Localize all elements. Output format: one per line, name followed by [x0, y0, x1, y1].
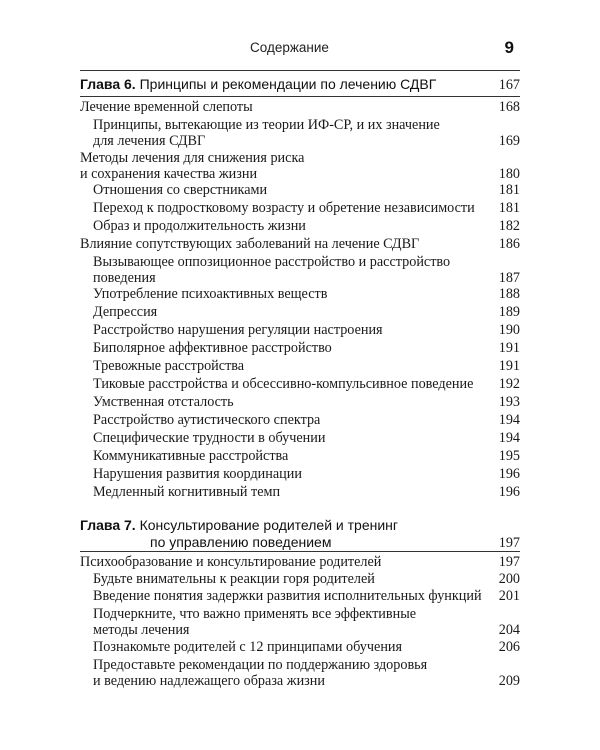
chapter-7-title: Консультирование родителей и тренинг — [139, 517, 399, 533]
toc-entry[interactable]: Вызывающее оппозиционное расстройство и расстройство поведения 187 — [93, 254, 520, 286]
toc-entry[interactable]: Принципы, вытекающие из теории ИФ-СР, и их значение для лечения СДВГ 169 — [93, 117, 520, 149]
toc-entry[interactable]: Умственная отсталость 193 — [93, 394, 520, 410]
running-header-title: Содержание — [250, 40, 329, 55]
toc-entry[interactable]: Тревожные расстройства 191 — [93, 358, 520, 374]
toc-entry[interactable]: Отношения со сверстниками 181 — [93, 182, 520, 198]
chapter-6-top-rule — [80, 70, 520, 71]
chapter-6-bottom-rule — [80, 96, 520, 97]
chapter-7-label: Глава 7. — [80, 517, 136, 533]
running-header — [0, 40, 600, 60]
toc-entry[interactable]: Депрессия 189 — [93, 304, 520, 320]
chapter-6-label: Глава 6. — [80, 76, 136, 92]
chapter-7-bottom-rule — [80, 551, 520, 552]
chapter-7-page: 197 — [498, 535, 520, 551]
toc-entry[interactable]: Нарушения развития координации 196 — [93, 466, 520, 482]
toc-entry[interactable]: Введение понятия задержки развития исполнительных функций 201 — [93, 588, 520, 604]
toc-entry[interactable]: Переход к подростковому возрасту и обретение независимости 181 — [93, 200, 520, 216]
toc-entry[interactable]: Будьте внимательны к реакции горя родителей 200 — [93, 571, 520, 587]
toc-entry[interactable]: Медленный когнитивный темп 196 — [93, 484, 520, 500]
chapter-6-page: 167 — [498, 77, 520, 93]
chapter-7-heading[interactable] — [80, 517, 520, 551]
toc-entry[interactable]: Подчеркните, что важно применять все эффективные методы лечения 204 — [93, 606, 520, 638]
toc-entry[interactable]: Биполярное аффективное расстройство 191 — [93, 340, 520, 356]
toc-entry[interactable]: Расстройство аутистического спектра 194 — [93, 412, 520, 428]
toc-entry[interactable]: Коммуникативные расстройства 195 — [93, 448, 520, 464]
toc-entry[interactable]: Специфические трудности в обучении 194 — [93, 430, 520, 446]
toc-entry[interactable]: Употребление психоактивных веществ 188 — [93, 286, 520, 302]
toc-entry[interactable]: Расстройство нарушения регуляции настроения 190 — [93, 322, 520, 338]
toc-entry[interactable]: Познакомьте родителей с 12 принципами обучения 206 — [93, 639, 520, 655]
chapter-7-title-cont: по управлению поведением — [150, 534, 332, 550]
toc-entry[interactable]: Влияние сопутствующих заболеваний на лечение СДВГ 186 — [80, 236, 520, 252]
toc-entry[interactable]: Образ и продолжительность жизни 182 — [93, 218, 520, 234]
toc-entry[interactable]: Предоставьте рекомендации по поддержанию здоровья и ведению надлежащего образа жизни 209 — [93, 657, 520, 689]
page-number: 9 — [504, 38, 514, 57]
chapter-6-title: Принципы и рекомендации по лечению СДВГ — [139, 76, 437, 92]
toc-entry[interactable]: Тиковые расстройства и обсессивно-компульсивное поведение 192 — [93, 376, 520, 392]
toc-entry[interactable]: Методы лечения для снижения риска и сохранения качества жизни 180 — [80, 150, 520, 182]
toc-entry[interactable]: Лечение временной слепоты 168 — [80, 99, 520, 115]
chapter-6-heading[interactable] — [80, 76, 520, 93]
toc-entry[interactable]: Психообразование и консультирование родителей 197 — [80, 554, 520, 570]
